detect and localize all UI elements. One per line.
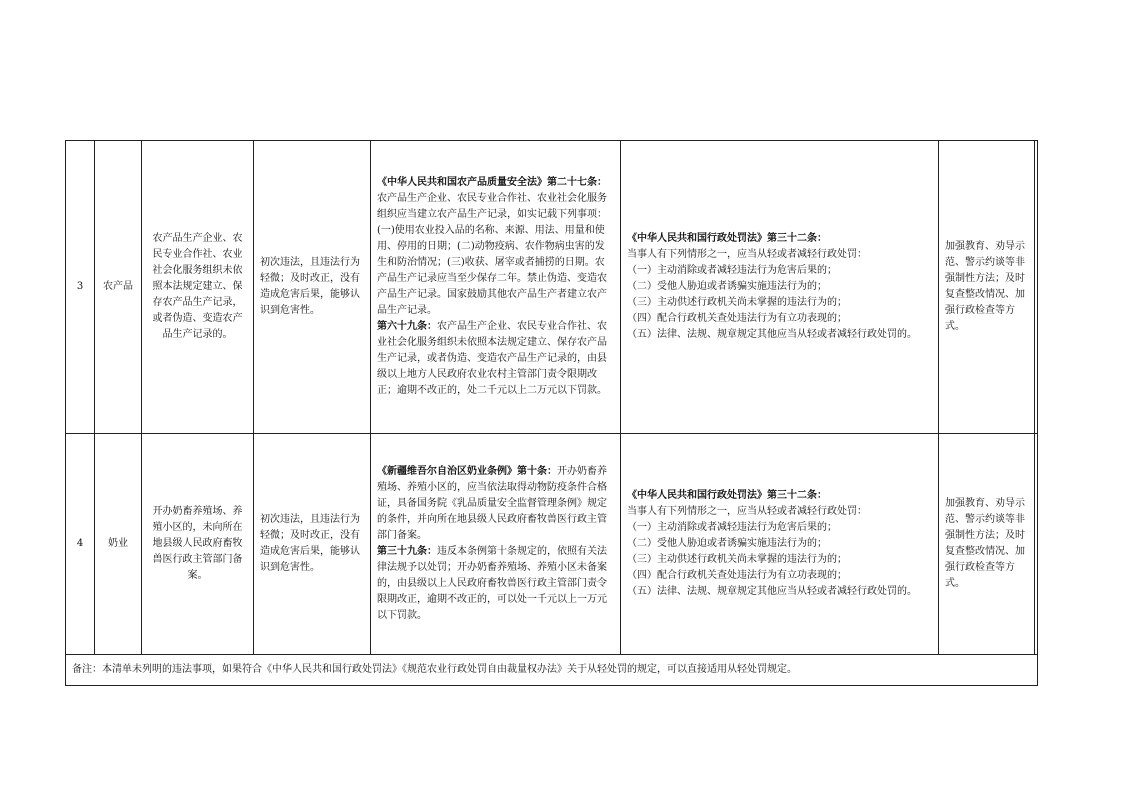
basis-text-2: 农产品生产企业、农民专业合作社、农业社会化服务组织未依照本法规定建立、保存农产品生产记录，或者伪造、变造农产品生产记录的，由县级以上地方人民政府农业农村主管部门责令限期改正；逾期不改正的，处二千元以上二万元以下罚款。 xyxy=(377,321,607,396)
mitigation-law-title: 《中华人民共和国行政处罚法》第三十二条： xyxy=(627,490,827,501)
mitigation-item: （一）主动消除或者减轻违法行为危害后果的； xyxy=(627,265,837,276)
mitigation-law-cell xyxy=(621,434,939,655)
basis-text-2: 违反本条例第十条规定的，依照有关法律法规予以处罚；开办奶畜养殖场、养殖小区未备案的，由县级以上人民政府畜牧兽医行政主管部门责令限期改正，逾期不改正的，可以处一千元以上一万元以下罚款。 xyxy=(377,546,607,621)
basis-text-1: 农产品生产企业、农民专业合作社、农业社会化服务组织应当建立农产品生产记录，如实记载下列事项：(一)使用农业投入品的名称、来源、用法、用量和使用、停用的日期；(二)动物疫病、农作物病虫害的发生和防治情况；(三)收获、屠宰或者捕捞的日期。农产品生产记录应当至少保存二年。禁止伪造、变造农产品生产记录。国家鼓励其他农产品生产者建立农产品生产记录。 xyxy=(377,193,607,316)
mitigation-lead: 当事人有下列情形之一，应当从轻或者减轻行政处罚： xyxy=(627,249,867,260)
circumstance-cell xyxy=(254,434,371,655)
basis-article-title: 第三十九条： xyxy=(377,546,437,557)
mitigation-item: （五）法律、法规、规章规定其他应当从轻或者减轻行政处罚的。 xyxy=(627,329,917,340)
penalty-list-table xyxy=(65,140,1038,686)
mitigation-item: （二）受他人胁迫或者诱骗实施违法行为的； xyxy=(627,538,827,549)
basis-law-title: 《中华人民共和国农产品质量安全法》第二十七条： xyxy=(377,177,607,188)
blank-cell xyxy=(1035,434,1038,655)
violation-text: 开办奶畜养殖场、养殖小区的，未向所在地县级人民政府畜牧兽医行政主管部门备案。 xyxy=(152,506,243,581)
circumstance-text: 初次违法，且违法行为轻微；及时改正，没有造成危害后果，能够认识到危害性。 xyxy=(260,514,360,573)
item-name: 奶业 xyxy=(95,434,142,655)
row-number: 4 xyxy=(66,434,95,655)
violation-text: 农产品生产企业、农民专业合作社、农业社会化服务组织未依照本法规定建立、保存农产品生产记录，或者伪造、变造农产品生产记录的。 xyxy=(152,233,243,340)
row-number: 3 xyxy=(66,141,95,434)
mitigation-lead: 当事人有下列情形之一，应当从轻或者减轻行政处罚： xyxy=(627,506,867,517)
mitigation-item: （三）主动供述行政机关尚未掌握的违法行为的； xyxy=(627,554,847,565)
basis-article-title: 第六十九条： xyxy=(377,321,437,332)
table-row xyxy=(66,141,1038,434)
mitigation-law-cell xyxy=(621,141,939,434)
measures-cell xyxy=(939,141,1035,434)
mitigation-item: （五）法律、法规、规章规定其他应当从轻或者减轻行政处罚的。 xyxy=(627,586,917,597)
mitigation-item: （一）主动消除或者减轻违法行为危害后果的； xyxy=(627,522,837,533)
table-row xyxy=(66,434,1038,655)
mitigation-item: （四）配合行政机关查处违法行为有立功表现的； xyxy=(627,313,847,324)
circumstance-cell xyxy=(254,141,371,434)
table-note: 备注：本清单未列明的违法事项，如果符合《中华人民共和国行政处罚法》《规范农业行政处罚自由裁量权办法》关于从轻处罚的规定，可以直接适用从轻处罚规定。 xyxy=(66,655,1038,686)
blank-cell xyxy=(1035,141,1038,434)
legal-basis-cell xyxy=(371,434,621,655)
measures-cell xyxy=(939,434,1035,655)
item-name: 农产品 xyxy=(95,141,142,434)
mitigation-item: （二）受他人胁迫或者诱骗实施违法行为的； xyxy=(627,281,827,292)
circumstance-text: 初次违法，且违法行为轻微；及时改正，没有造成危害后果，能够认识到危害性。 xyxy=(260,257,360,316)
basis-law-title: 《新疆维吾尔自治区奶业条例》第十条： xyxy=(377,466,557,477)
mitigation-item: （四）配合行政机关查处违法行为有立功表现的； xyxy=(627,570,847,581)
violation-description xyxy=(142,141,254,434)
mitigation-item: （三）主动供述行政机关尚未掌握的违法行为的； xyxy=(627,297,847,308)
legal-basis-cell xyxy=(371,141,621,434)
violation-description xyxy=(142,434,254,655)
note-row xyxy=(66,655,1038,686)
basis-text-1: 开办奶畜养殖场、养殖小区的，应当依法取得动物防疫条件合格证，具备国务院《乳品质量安全监督管理条例》规定的条件，并向所在地县级人民政府畜牧兽医行政主管部门备案。 xyxy=(377,466,607,541)
measures-text: 加强教育、劝导示范、警示约谈等非强制性方法；及时复查整改情况、加强行政检查等方式。 xyxy=(945,241,1025,332)
mitigation-law-title: 《中华人民共和国行政处罚法》第三十二条： xyxy=(627,233,827,244)
measures-text: 加强教育、劝导示范、警示约谈等非强制性方法；及时复查整改情况、加强行政检查等方式。 xyxy=(945,498,1025,589)
